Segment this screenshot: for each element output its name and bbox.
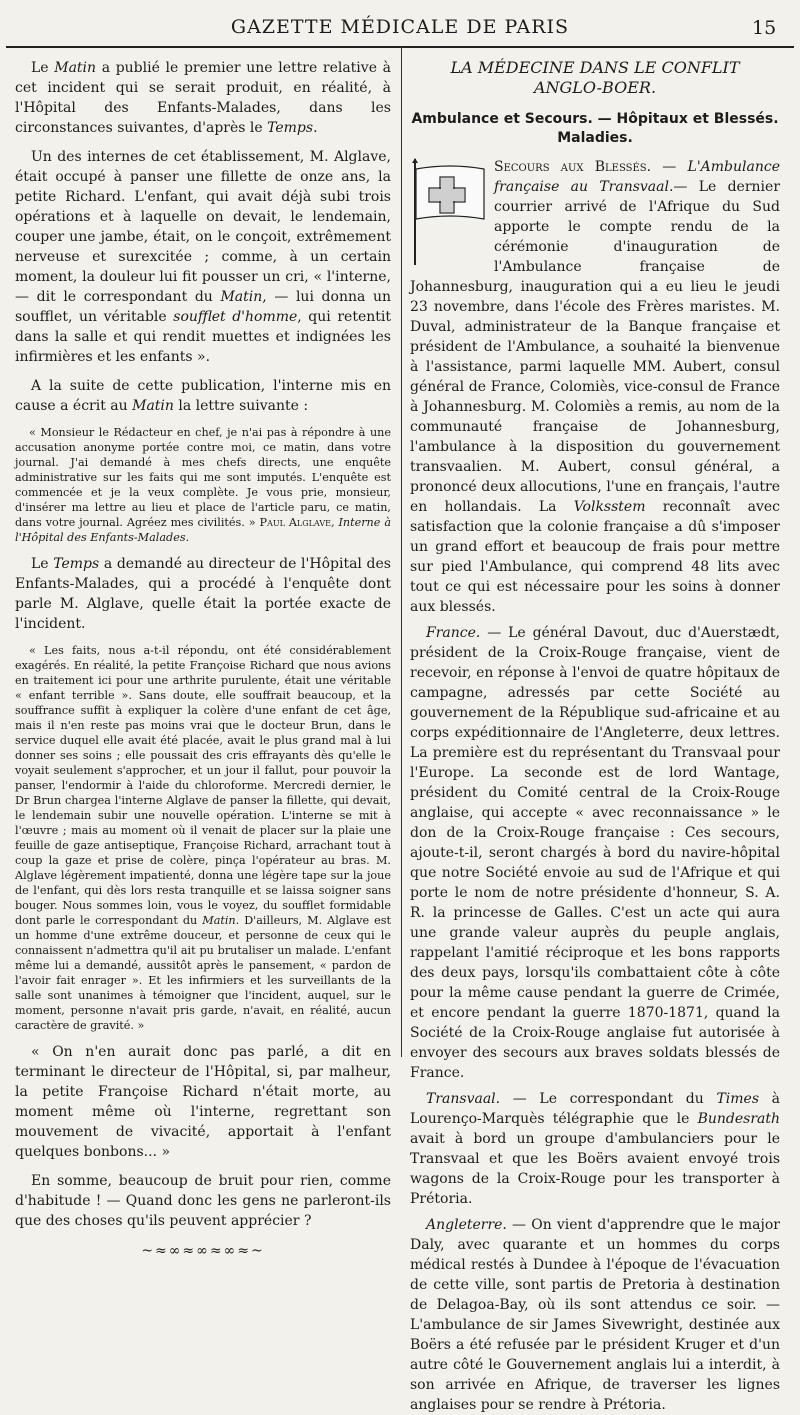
section-heading: Ambulance et Secours. — Hôpitaux et Blessés. Maladies. [411,111,779,146]
paragraph-matin-intro: Le Matin a publié le premier une lettre relative à cet incident qui se serait produit, en réalité, à l'Hôpital des Enfants-Malades, dans les circonstances suivantes, d'après le Temps. [15,60,391,136]
paragraph-closing: En somme, beaucoup de bruit pour rien, comme d'habitude ! — Quand donc les gens ne parleront-ils que des choses qu'ils peuvent apprécier ? [15,1173,391,1229]
paragraph-letter-intro: A la suite de cette publication, l'interne mis en cause a écrit au Matin la lettre suivante : [15,378,391,414]
article-title: LA MÉDECINE DANS LE CONFLIT ANGLO-BOER. [450,58,740,97]
column-divider [401,47,402,1057]
journal-title: GAZETTE MÉDICALE DE PARIS [230,16,570,38]
paragraph-director-conclusion: « On n'en aurait donc pas parlé, a dit en terminant le directeur de l'Hôpital, si, par malheur, la petite Françoise Richard n'était morte, au moment même où l'interne, regrettant son mouvement de vivacité, apportait à l'enfant quelques bonbons... » [15,1044,391,1160]
header-rule [6,46,794,48]
paragraph-angleterre: Angleterre. — On vient d'apprendre que le major Daly, avec quarante et un hommes du corps médical restés à Dundee à l'époque de l'évacuation de cette ville, sont partis de Pretoria à destination de Delagoa-Bay, où ils sont attendus ce soir. — L'ambulance de sir James Sivewright, destinée aux Boërs a été refusée par le président Kruger et d'un autre côté le Gouvernement anglais lui a interdit, à son arrivée en Afrique, de traverser les lignes anglaises pour se rendre à Prétoria. [410,1217,780,1413]
right-column [410,58,781,1413]
page-header [0,0,800,44]
paragraph-incident: Un des internes de cet établissement, M. Alglave, était occupé à panser une fillette de onze ans, la petite Richard. L'enfant, qui avait déjà subi trois opérations et à laquelle on devait, le lendemain, couper une jambe, était, on le conçoit, extrêmement nerveuse et surexcitée ; comme, à un certain moment, la douleur lui fit pousser un cri, « l'interne, — dit le correspondant du Matin, — lui donna un soufflet, un véritable soufflet d'homme, qui retentit dans la salle et qui rendit muettes et indignées les infirmières et les enfants ». [15,149,391,365]
ornament-divider: ~≈∞≈∞≈∞≈~ [141,1243,265,1259]
left-column [15,58,391,1259]
paragraph-secours: Secours aux Blessés. — L'Ambulance française au Transvaal.— Le dernier courrier arrivé de l'Afrique du Sud apporte le compte rendu de la cérémonie d'inauguration de l'Ambulance française de Johannesburg, inauguration qui a eu lieu le jeudi 23 novembre, dans l'école des Frères maristes. M. Duval, administrateur de la Banque française et président de l'Ambulance, a souhaité la bienvenue à l'assistance, parmi laquelle MM. Aubert, consul général de France, Colomiès, vice-consul de France à Johannesburg. M. Colomiès a remis, au nom de la communauté française de Johannesburg, l'ambulance à la disposition du gouvernement transvaalien. M. Aubert, consul général, a prononcé deux allocutions, l'une en français, l'autre en hollandais. La Volksstem reconnaît avec satisfaction que la colonie française a dû s'imposer un grand effort et beaucoup de frais pour mettre sur pied l'Ambulance, qui comprend 48 lits avec tout ce qui est nécessaire pour les soins à donner aux blessés. [410,159,781,615]
red-cross-flag-icon [410,157,488,267]
quoted-director-reply: « Les faits, nous a-t-il répondu, ont été considérablement exagérés. En réalité, la petite Françoise Richard que nous avions en traitement ici pour une arthrite purulente, était une véritable « enfant terrible ». Sans doute, elle souffrait beaucoup, et la souffrance suffit à expliquer la colère d'une enfant de cet âge, mais il n'en reste pas moins vrai que le docteur Brun, dans le service duquel elle avait été placée, avait le plus grand mal à lui donner ses soins ; elle poussait des cris effrayants dès qu'elle le voyait seulement s'approcher, et un jour il fallut, pour pouvoir la panser, l'endormir à l'aide du chloroforme. Mercredi dernier, le Dr Brun chargea l'interne Alglave de panser la fillette, qui devait, le lendemain subir une nouvelle opération. L'interne se mit à l'œuvre ; mais au moment où il venait de placer sur la plaie une feuille de gaze antiseptique, Françoise Richard, arrachant tout à coup la gaze et prise de colère, pinça l'opérateur au bras. M. Alglave légèrement impatienté, donna une légère tape sur la joue de l'enfant, qui dès lors resta tranquille et se laissa soigner sans bouger. Nous sommes loin, vous le voyez, du soufflet formidable dont parle le correspondant du Matin. D'ailleurs, M. Alglave est un homme d'une extrême douceur, et personne de ceux qui le connaissent n'admettra qu'il ait pu brutaliser un malade. L'enfant même lui a demandé, aussitôt après le pansement, « pardon de l'avoir fait enrager ». Et les infirmiers et les surveillants de la salle sont unanimes à témoigner que l'incident, auquel, sur le moment, personne n'avait pris garde, n'avait, en réalité, aucun caractère de gravité. » [15,644,391,1032]
paragraph-france: France. — Le général Davout, duc d'Auerstædt, président de la Croix-Rouge française, vient de recevoir, en réponse à l'envoi de quatre hôpitaux de campagne, adressés par cette Société au gouvernement de la République sud-africaine et au corps expéditionnaire de l'Angleterre, deux lettres. La première est du représentant du Transvaal pour l'Europe. La seconde est de lord Wantage, président du Comité central de la Croix-Rouge anglaise, qui accepte « avec reconnaissance » le don de la Croix-Rouge française : Ces secours, ajoute-t-il, seront chargés à bord du navire-hôpital que notre Société envoie au sud de l'Afrique et qui porte le nom de notre présidente d'honneur, S. A. R. la princesse de Galles. C'est un acte qui aura une grande valeur auprès du peuple anglais, rappelant l'amitié réciproque et les bons rapports des deux pays, lorsqu'ils combattaient côte à côte pour la même cause pendant la guerre de Crimée, et encore pendant la guerre 1870-1871, quand la Société de la Croix-Rouge anglaise fut autorisée à envoyer des secours aux braves soldats blessés de France. [410,625,780,1081]
paragraph-transvaal: Transvaal. — Le correspondant du Times à Lourenço-Marquès télégraphie que le Bundesrath avait à bord un groupe d'ambulanciers pour le Transvaal et que les Boërs avaient envoyé trois wagons de la Croix-Rouge pour les transporter à Prétoria. [410,1091,781,1207]
page-number: 15 [752,17,777,39]
quoted-letter: « Monsieur le Rédacteur en chef, je n'ai pas à répondre à une accusation anonyme portée contre moi, ce matin, dans votre journal. J'ai demandé à mes chefs directs, une enquête administrative sur les faits qui me sont imputés. L'enquête est commencée et je la veux complète. Je vous prie, monsieur, d'insérer ma lettre au lieu et place de l'article paru, ce matin, dans votre journal. Agréez mes civilités. » Paul Alglave, Interne à l'Hôpital des Enfants-Malades. [15,426,391,544]
paragraph-temps-inquiry: Le Temps a demandé au directeur de l'Hôpital des Enfants-Malades, qui a procédé à l'enquête dont parle M. Alglave, quelle était la portée exacte de l'incident. [15,556,391,632]
